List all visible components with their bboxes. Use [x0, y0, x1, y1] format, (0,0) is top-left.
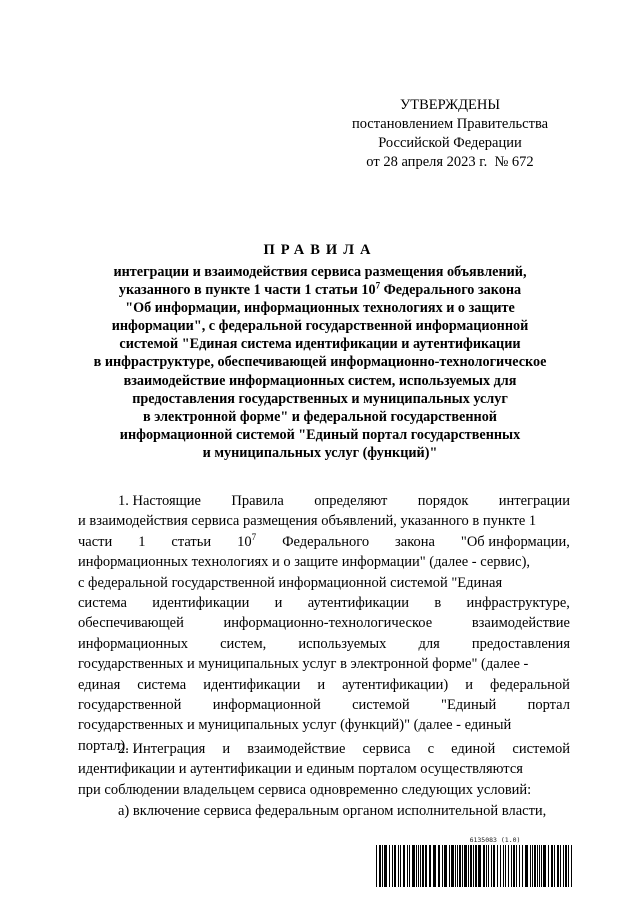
paragraph-line: 1. Настоящие Правила определяют порядок интеграции — [118, 493, 570, 509]
approval-heading: УТВЕРЖДЕНЫ — [399, 97, 501, 113]
subtitle-line: системой "Единая система идентификации и аутентификации — [119, 336, 521, 353]
paragraph-line: информационных технологиях и о защите информации" (далее - сервис), — [78, 554, 531, 571]
approval-date-number: от 28 апреля 2023 г. № 672 — [366, 154, 534, 170]
paragraph-line: единая система идентификации и аутентификации) и федеральной — [78, 676, 570, 693]
barcode-label: 6135083 (1.0) — [469, 836, 521, 844]
subtitle-line: предоставления государственных и муниципальных услуг — [132, 390, 508, 407]
subtitle-line: взаимодействие информационных систем, используемых для — [123, 372, 517, 389]
document-title: ПРАВИЛА — [263, 242, 377, 258]
paragraph-line: обеспечивающей информационно-технологическое взаимодействие — [78, 615, 570, 632]
item-a — [78, 801, 570, 821]
barcode-block — [376, 836, 574, 887]
paragraph-line: с федеральной государственной информационной системой "Единая — [78, 574, 503, 591]
paragraph-line: государственных и муниципальных услуг в электронной форме" (далее - — [78, 656, 529, 673]
subtitle-line: "Об информации, информационных технологиях и о защите — [125, 300, 515, 317]
approval-block — [330, 96, 570, 172]
approval-line: постановлением Правительства — [351, 116, 549, 132]
paragraph-line: идентификации и аутентификации и единым порталом осуществляются — [78, 761, 523, 778]
subtitle-line: в электронной форме" и федеральной государственной — [143, 408, 497, 425]
paragraph-1 — [78, 491, 570, 756]
paragraph-line: а) включение сервиса федеральным органом исполнительной власти, — [118, 803, 547, 819]
paragraph-line: государственных и муниципальных услуг (функций)" (далее - единый — [78, 717, 512, 734]
paragraph-line: при соблюдении владельцем сервиса одновременно следующих условий: — [78, 781, 532, 798]
paragraph-line: портал). — [78, 737, 129, 754]
subtitle-line: в инфраструктуре, обеспечивающей информационно-технологическое — [93, 354, 547, 371]
subtitle-line: интеграции и взаимодействия сервиса размещения объявлений, — [113, 264, 527, 280]
approval-line: Российской Федерации — [378, 135, 522, 151]
subtitle-line: и муниципальных услуг (функций)" — [202, 444, 438, 461]
paragraph-line: части 1 статьи $10^7$ Федерального закона "Об информации, — [78, 531, 570, 550]
paragraph-line: государственной информационной системой "Единый портал — [78, 697, 570, 714]
paragraph-line: информационных систем, используемых для предоставления — [78, 635, 570, 652]
paragraph-line: 2. Интеграция и взаимодействие сервиса с единой системой — [118, 741, 570, 757]
document-subtitle — [70, 263, 570, 462]
paragraph-line: и взаимодействия сервиса размещения объявлений, указанного в пункте 1 — [78, 513, 537, 530]
barcode-image — [376, 845, 574, 887]
subtitle-line: информации", с федеральной государственной информационной — [111, 318, 529, 335]
paragraph-line: система идентификации и аутентификации в инфраструктуре, — [78, 595, 570, 612]
subtitle-line: указанного в пункте 1 части 1 статьи $10^7$ Федерального закона — [118, 280, 522, 299]
subtitle-line: информационной системой "Единый портал государственных — [119, 426, 521, 443]
paragraph-2 — [78, 739, 570, 800]
